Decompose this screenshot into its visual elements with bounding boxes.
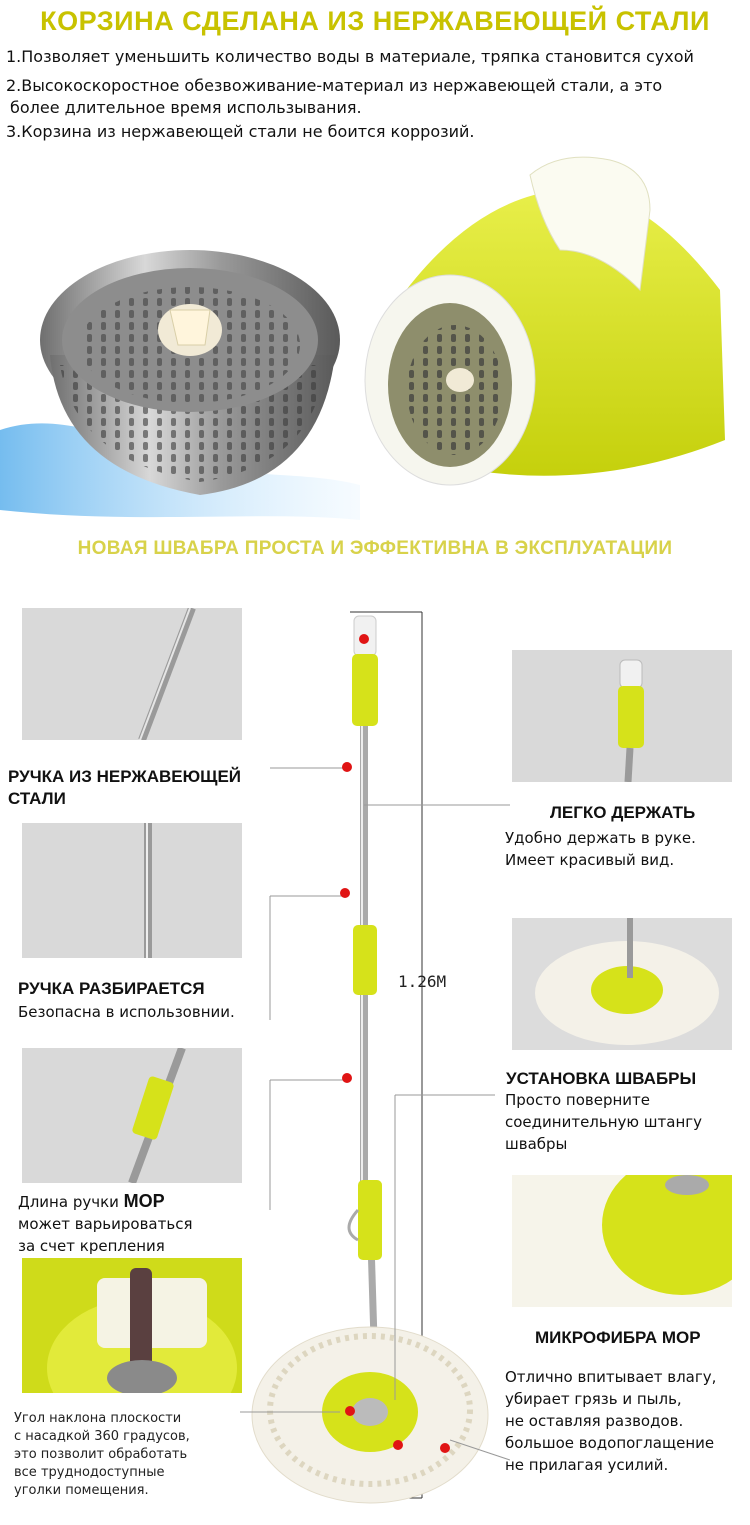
angle-line4: все труднодоступные bbox=[14, 1465, 165, 1480]
marker-dot bbox=[359, 634, 369, 644]
install-photo bbox=[512, 918, 732, 1050]
grip-line2: Имеет красивый вид. bbox=[505, 851, 675, 869]
micro-line3: не оставляя разводов. bbox=[505, 1412, 684, 1430]
micro-line4: большое водопоглащение bbox=[505, 1434, 715, 1452]
point-1: 1.Позволяет уменьшить количество воды в материале, тряпка становится сухой bbox=[6, 47, 694, 66]
detach-title: РУЧКА РАЗБИРАЕТСЯ bbox=[18, 979, 205, 998]
length-pre: Длина ручки bbox=[18, 1193, 124, 1211]
marker-dot bbox=[342, 1073, 352, 1083]
length-photo bbox=[22, 1048, 242, 1183]
install-title: УСТАНОВКА ШВАБРЫ bbox=[506, 1069, 697, 1088]
micro-line2: убирает грязь и пыль, bbox=[505, 1390, 682, 1408]
detach-text: Безопасна в использовнии. bbox=[18, 1003, 235, 1021]
section-title: НОВАЯ ШВАБРА ПРОСТА И ЭФФЕКТИВНА В ЭКСПЛУАТАЦИИ bbox=[77, 538, 673, 559]
marker-dot bbox=[340, 888, 350, 898]
marker-dot bbox=[440, 1443, 450, 1453]
length-line1 bbox=[18, 1191, 165, 1213]
install-line2: соединительную штангу bbox=[505, 1113, 703, 1131]
point-3: 3.Корзина из нержавеющей стали не боится коррозий. bbox=[6, 122, 475, 141]
length-line3: за счет крепления bbox=[18, 1237, 165, 1255]
micro-line5: не прилагая усилий. bbox=[505, 1456, 669, 1474]
install-line1: Просто поверните bbox=[505, 1091, 651, 1109]
marker-dot bbox=[345, 1406, 355, 1416]
point-2: 2.Высокоскоростное обезвоживание-материал из нержавеющей стали, а это bbox=[6, 76, 663, 95]
length-dimension-label: 1.26M bbox=[398, 972, 447, 991]
basket-and-bucket-illustration bbox=[0, 140, 750, 535]
marker-dot bbox=[393, 1440, 403, 1450]
microfiber-photo bbox=[512, 1175, 732, 1307]
angle-line1: Угол наклона плоскости bbox=[14, 1411, 182, 1426]
grip-photo bbox=[512, 650, 732, 782]
length-mop: MOP bbox=[123, 1191, 165, 1211]
angle-line3: это позволит обработать bbox=[14, 1447, 188, 1462]
angle-line2: с насадкой 360 градусов, bbox=[14, 1429, 190, 1444]
grip-line1: Удобно держать в руке. bbox=[505, 829, 696, 847]
mop-illustration bbox=[240, 600, 510, 1525]
length-line2: может варьироваться bbox=[18, 1215, 193, 1233]
micro-line1: Отлично впитывает влагу, bbox=[505, 1368, 717, 1386]
handle-photo bbox=[22, 608, 242, 740]
point-2-cont: более длительное время использывания. bbox=[10, 98, 362, 117]
angle-line5: уголки помещения. bbox=[14, 1483, 149, 1498]
install-line3: швабры bbox=[505, 1135, 568, 1153]
handle-title-line1: РУЧКА ИЗ НЕРЖАВЕЮЩЕЙ bbox=[8, 767, 242, 786]
detach-photo bbox=[22, 823, 242, 958]
microfiber-title: МИКРОФИБРА MOP bbox=[535, 1328, 701, 1347]
main-title: КОРЗИНА СДЕЛАНА ИЗ НЕРЖАВЕЮЩЕЙ СТАЛИ bbox=[40, 6, 710, 36]
angle-photo bbox=[22, 1258, 242, 1393]
marker-dot bbox=[342, 762, 352, 772]
handle-title-line2: СТАЛИ bbox=[8, 789, 66, 808]
grip-title: ЛЕГКО ДЕРЖАТЬ bbox=[550, 803, 696, 822]
